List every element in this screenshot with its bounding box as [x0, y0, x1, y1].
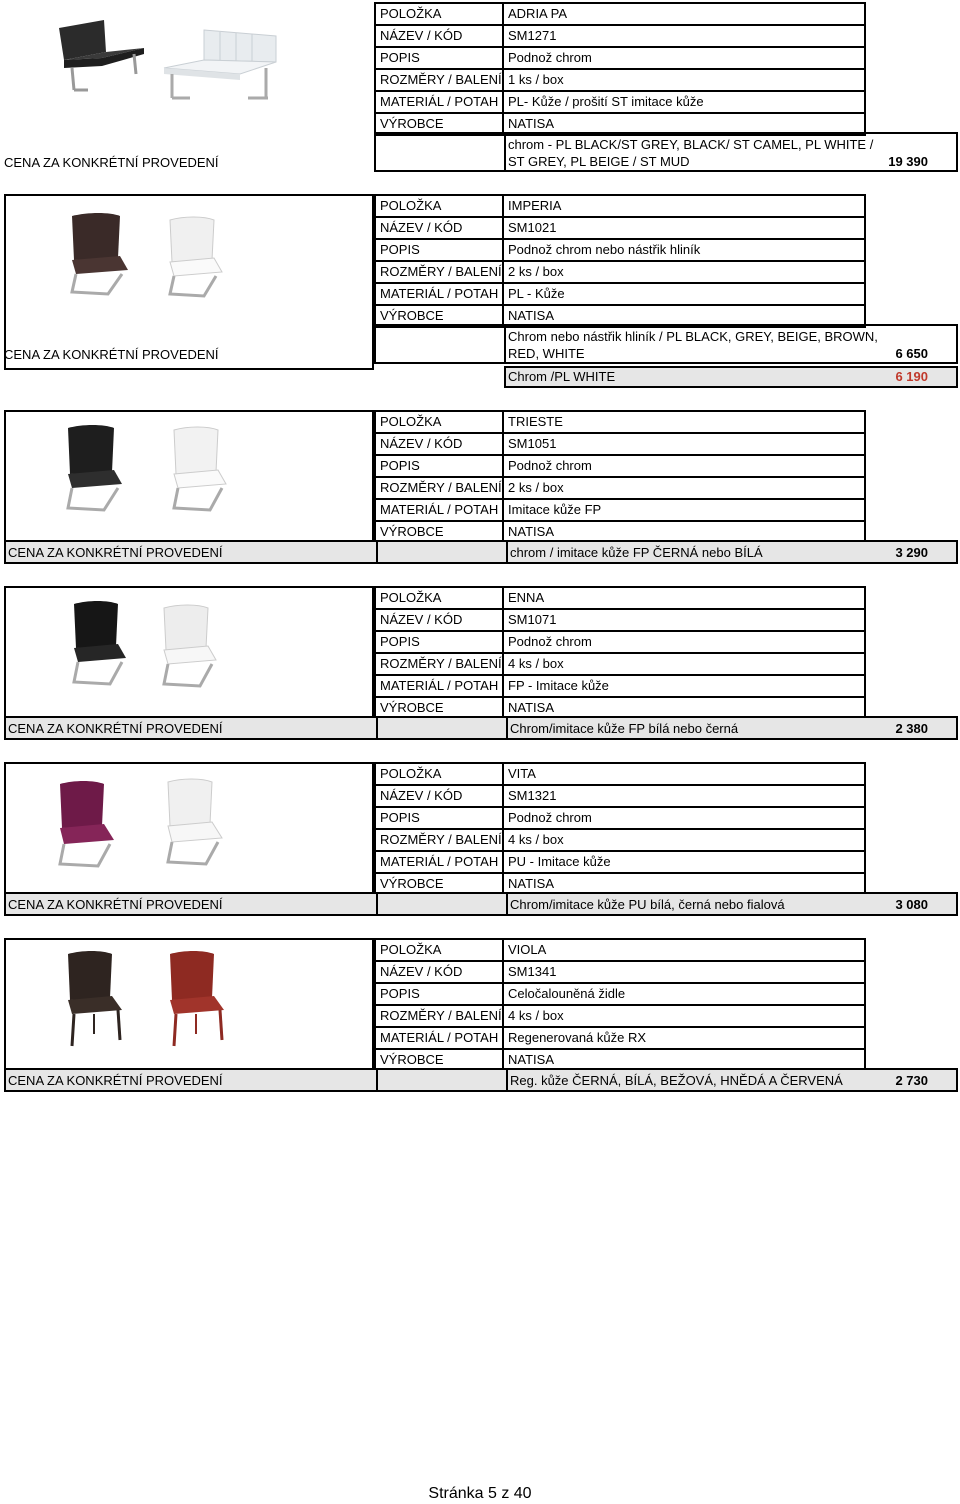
price-value: 2 380: [895, 721, 928, 736]
value-nazev: SM1271: [508, 28, 557, 43]
value-material: Imitace kůže FP: [508, 502, 602, 517]
product-photo: [4, 586, 374, 716]
row-vyrobce: VÝROBCE NATISA: [374, 306, 866, 328]
provedeni-line-1: Chrom nebo nástřik hliník / PL BLACK, GREY, BEIGE, BROWN,: [508, 329, 878, 344]
spec-table: [374, 194, 866, 328]
row-nazev: NÁZEV / KÓD SM1021: [374, 218, 866, 240]
bench-back-light: [204, 30, 276, 62]
spec-table: [374, 938, 866, 1072]
row-material: MATERIÁL / POTAH FP - Imitace kůže: [374, 676, 866, 698]
price-row: [4, 540, 958, 564]
price-value: 6 650: [895, 346, 928, 361]
value-material: FP - Imitace kůže: [508, 678, 609, 693]
provedeni-line-2: RED, WHITE: [508, 346, 585, 361]
spec-table: [374, 410, 866, 544]
value-material: Regenerovaná kůže RX: [508, 1030, 647, 1045]
value-material: PL- Kůže / prošití ST imitace kůže: [508, 94, 704, 109]
value-polozka: VIOLA: [508, 942, 547, 957]
row-material: MATERIÁL / POTAH PU - Imitace kůže: [374, 852, 866, 874]
value-polozka: TRIESTE: [508, 414, 563, 429]
cell-divider: [504, 132, 506, 172]
price-row: [4, 716, 958, 740]
value-popis: Podnož chrom nebo nástřik hliník: [508, 242, 701, 257]
value-polozka: ENNA: [508, 590, 545, 605]
product-photo: [4, 410, 374, 540]
row-material: MATERIÁL / POTAH PL- Kůže / prošití ST imitace kůže: [374, 92, 866, 114]
extra-price-row: [504, 366, 958, 388]
row-popis: POPIS Podnož chrom: [374, 456, 866, 478]
row-vyrobce: VÝROBCE NATISA: [374, 114, 866, 136]
row-rozmery: ROZMĚRY / BALENÍ 4 ks / box: [374, 1006, 866, 1028]
chair-light: [170, 217, 222, 296]
value-rozmery: 4 ks / box: [508, 656, 564, 671]
extra-desc: Chrom /PL WHITE: [508, 369, 616, 384]
price-value: 3 290: [895, 545, 928, 560]
row-nazev: NÁZEV / KÓD SM1051: [374, 434, 866, 456]
row-polozka: POLOŽKA TRIESTE: [374, 412, 866, 434]
chair-light: [164, 605, 216, 686]
provedeni-line-2: ST GREY, PL BEIGE / ST MUD: [508, 154, 690, 169]
value-popis: Podnož chrom: [508, 458, 592, 473]
price-label: CENA ZA KONKRÉTNÍ PROVEDENÍ: [8, 897, 223, 912]
chair-image: [6, 412, 372, 538]
row-vyrobce: VÝROBCE NATISA: [374, 874, 866, 896]
row-vyrobce: VÝROBCE NATISA: [374, 698, 866, 720]
row-material: MATERIÁL / POTAH Regenerovaná kůže RX: [374, 1028, 866, 1050]
value-popis: Podnož chrom: [508, 634, 592, 649]
value-rozmery: 4 ks / box: [508, 832, 564, 847]
value-material: PL - Kůže: [508, 286, 565, 301]
chair-red: [170, 951, 224, 1046]
price-label: CENA ZA KONKRÉTNÍ PROVEDENÍ: [8, 721, 223, 736]
price-label: CENA ZA KONKRÉTNÍ PROVEDENÍ: [4, 347, 219, 362]
value-vyrobce: NATISA: [508, 524, 554, 539]
spec-table: [374, 762, 866, 896]
row-popis: POPIS Podnož chrom nebo nástřik hliník: [374, 240, 866, 262]
row-polozka: POLOŽKA IMPERIA: [374, 196, 866, 218]
chair-dark: [74, 601, 126, 684]
product-photo: [4, 762, 374, 892]
row-rozmery: ROZMĚRY / BALENÍ 2 ks / box: [374, 262, 866, 284]
price-row: [374, 132, 958, 172]
value-polozka: IMPERIA: [508, 198, 562, 213]
row-popis: POPIS Celočalouněná židle: [374, 984, 866, 1006]
value-vyrobce: NATISA: [508, 700, 554, 715]
value-vyrobce: NATISA: [508, 1052, 554, 1067]
chair-light: [168, 779, 222, 864]
price-label: CENA ZA KONKRÉTNÍ PROVEDENÍ: [8, 545, 223, 560]
provedeni-line-1: chrom - PL BLACK/ST GREY, BLACK/ ST CAMEL, PL WHITE /: [508, 137, 874, 152]
value-rozmery: 4 ks / box: [508, 1008, 564, 1023]
value-polozka: ADRIA PA: [508, 6, 568, 21]
row-rozmery: ROZMĚRY / BALENÍ 1 ks / box: [374, 70, 866, 92]
chair-brown: [68, 951, 122, 1046]
value-nazev: SM1321: [508, 788, 557, 803]
chair-image: [6, 940, 372, 1066]
value-rozmery: 2 ks / box: [508, 264, 564, 279]
price-value: 2 730: [895, 1073, 928, 1088]
price-value: 3 080: [895, 897, 928, 912]
row-material: MATERIÁL / POTAH Imitace kůže FP: [374, 500, 866, 522]
value-vyrobce: NATISA: [508, 116, 554, 131]
value-polozka: VITA: [508, 766, 536, 781]
value-nazev: SM1341: [508, 964, 557, 979]
value-popis: Podnož chrom: [508, 810, 592, 825]
row-nazev: NÁZEV / KÓD SM1271: [374, 26, 866, 48]
spec-table: [374, 586, 866, 720]
bench-image: [4, 2, 374, 132]
value-rozmery: 2 ks / box: [508, 480, 564, 495]
row-rozmery: ROZMĚRY / BALENÍ 4 ks / box: [374, 654, 866, 676]
provedeni: Reg. kůže ČERNÁ, BÍLÁ, BEŽOVÁ, HNĚDÁ A ČERVENÁ: [510, 1073, 843, 1088]
row-popis: POPIS Podnož chrom: [374, 48, 866, 70]
row-nazev: NÁZEV / KÓD SM1071: [374, 610, 866, 632]
cell-divider: [504, 324, 506, 364]
bench-leg-dark-2: [134, 54, 136, 74]
row-rozmery: ROZMĚRY / BALENÍ 2 ks / box: [374, 478, 866, 500]
product-photo: [4, 938, 374, 1068]
chair-image: [6, 588, 372, 714]
chair-image: [6, 764, 372, 890]
value-nazev: SM1051: [508, 436, 557, 451]
product-photo: [4, 2, 374, 132]
provedeni: Chrom/imitace kůže PU bílá, černá nebo fialová: [510, 897, 785, 912]
row-vyrobce: VÝROBCE NATISA: [374, 1050, 866, 1072]
price-label: CENA ZA KONKRÉTNÍ PROVEDENÍ: [4, 155, 219, 170]
row-popis: POPIS Podnož chrom: [374, 632, 866, 654]
value-material: PU - Imitace kůže: [508, 854, 611, 869]
price-row: [4, 892, 958, 916]
row-vyrobce: VÝROBCE NATISA: [374, 522, 866, 544]
row-popis: POPIS Podnož chrom: [374, 808, 866, 830]
chair-purple: [60, 781, 114, 866]
price-value: 19 390: [888, 154, 928, 169]
page-footer: Stránka 5 z 40: [428, 1485, 532, 1502]
value-popis: Podnož chrom: [508, 50, 592, 65]
value-vyrobce: NATISA: [508, 876, 554, 891]
chair-dark: [72, 213, 128, 294]
extra-price: 6 190: [895, 369, 928, 384]
price-row: [374, 324, 958, 364]
provedeni: Chrom/imitace kůže FP bílá nebo černá: [510, 721, 739, 736]
row-polozka: POLOŽKA VITA: [374, 764, 866, 786]
value-nazev: SM1071: [508, 612, 557, 627]
row-rozmery: ROZMĚRY / BALENÍ 4 ks / box: [374, 830, 866, 852]
value-nazev: SM1021: [508, 220, 557, 235]
price-label: CENA ZA KONKRÉTNÍ PROVEDENÍ: [8, 1073, 223, 1088]
bench-leg-dark: [72, 68, 74, 90]
chair-image: [6, 196, 372, 368]
spec-table: [374, 2, 866, 136]
chair-light: [174, 427, 226, 510]
provedeni: chrom / imitace kůže FP ČERNÁ nebo BÍLÁ: [510, 545, 763, 560]
row-nazev: NÁZEV / KÓD SM1321: [374, 786, 866, 808]
value-vyrobce: NATISA: [508, 308, 554, 323]
row-nazev: NÁZEV / KÓD SM1341: [374, 962, 866, 984]
row-material: MATERIÁL / POTAH PL - Kůže: [374, 284, 866, 306]
price-row: [4, 1068, 958, 1092]
row-polozka: POLOŽKA ENNA: [374, 588, 866, 610]
row-polozka: POLOŽKA VIOLA: [374, 940, 866, 962]
row-polozka: POLOŽKA ADRIA PA: [374, 4, 866, 26]
value-rozmery: 1 ks / box: [508, 72, 564, 87]
chair-dark: [68, 425, 122, 510]
value-popis: Celočalouněná židle: [508, 986, 626, 1001]
